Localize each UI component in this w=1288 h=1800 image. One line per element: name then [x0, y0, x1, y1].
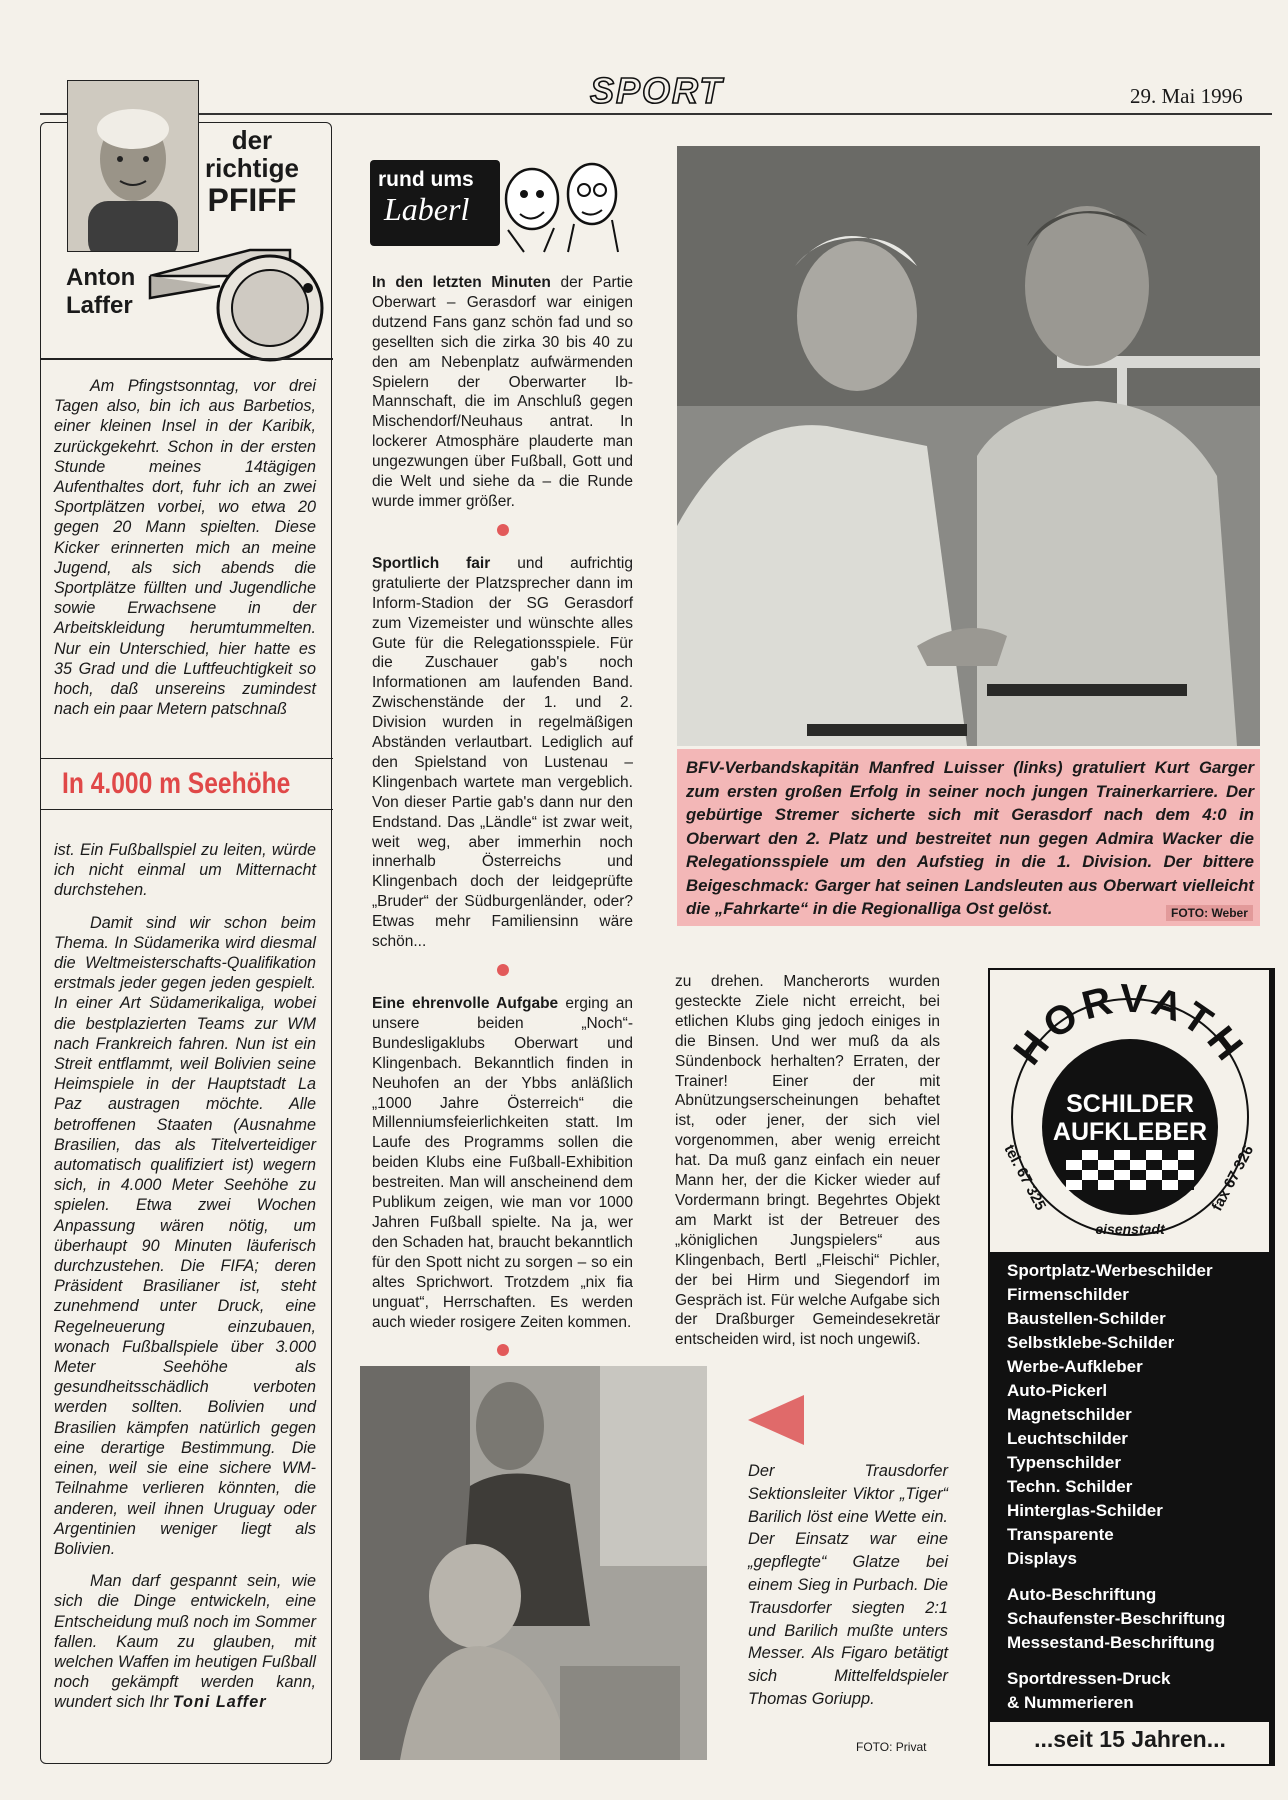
- svg-text:AUFKLEBER: AUFKLEBER: [1052, 1118, 1208, 1146]
- svg-text:HORVATH: HORVATH: [1005, 976, 1255, 1074]
- cartoon-faces-icon: [494, 154, 630, 254]
- separator-dot: [497, 524, 509, 536]
- middle-column: In den letzten Minuten der Partie Oberwart – Gerasdorf war einigen dutzend Fans ganz schön fad und so gesellten sich die zirka 30 bis 40 zu den am Nebenplatz aufwärmenden Spielern der Oberwarter Ib-Mannschaft, die im Anschluß gegen Mischendorf/Neuhaus antrat. In lockerer Atmosphäre plauderte man ungezwungen über Fußball, Gott und die Welt und siehe da – die Runde wurde immer größer. Sportlich fair und aufrichtig gratulierte der Platzsprecher dann im Inform-Stadion der SG Gerasdorf zum Vizemeister und wünschte alles Gute für die Relegationsspiele. Für die Zuschauer gab's noch Informationen am laufenden Band. Zwischenstände der 1. und 2. Division wurden in regelmäßigen Abständen verlautbart. Lediglich auf den Spielstand von Lustenau – Klingenbach wartete man vergeblich. Von dieser Partie gab's dann nur den Endstand. Das „Ländle“ ist zwar weit, weit weg, aber immerhin noch innerhalb Österreichs und Klingenbach doch der leidgeprüfte „Bruder“ der Südburgenländer, oder? Etwas mehr Familiensinn wäre schön... Eine ehrenvolle Aufgabe erging an unsere beiden „Noch“-Bundesligaklubs Oberwart und Klingenbach. Bekanntlich finden in Neuhofen an der Ybbs anläßlich „1000 Jahre Österreich“ die Millenniumsfeierlichkeiten statt. Im Laufe des Programms sollen die beiden Klubs eine Fußball-Exhibition bestreiten. Man will anscheinend dem Publikum zeigen, wie man vor 1000 Jahren Fußball spielte. Na ja, wer den Schaden hat, braucht bekanntlich für den Spott nicht zu sorgen – so ein altes Sprichwort. Trotzdem „nix fia unguat“, Herrschaften. Es werden auch wieder rosigere Zeiten kommen.: [372, 273, 633, 1454]
- top-photo-credit: FOTO: Weber: [1166, 905, 1253, 921]
- author-name: Anton Laffer: [66, 264, 136, 319]
- svg-text:tel. 67 325: tel. 67 325: [1000, 1141, 1050, 1214]
- logo-text-box: rund ums Laberl: [370, 160, 500, 246]
- svg-text:SCHILDER: SCHILDER: [1066, 1090, 1194, 1118]
- column-box-divider: [40, 358, 333, 360]
- bottom-photo-credit: FOTO: Privat: [856, 1740, 927, 1754]
- svg-text:eisenstadt: eisenstadt: [1095, 1221, 1165, 1237]
- services-group-3: Sportdressen-Druck & Nummerieren: [1007, 1669, 1171, 1712]
- section-title: SPORT: [590, 70, 724, 111]
- column-paragraph-1: Am Pfingstsonntag, vor drei Tagen also, bin ich aus Barbetios, einer kleinen Insel in der Karibik, zurückgekehrt. Schon in der ersten Stunde meines 14tägigen Aufenthaltes dort, fuhr ich an zwei Sportplätzen vorbei, wo etwa 20 gegen 20 Mann spielten. Diese Kicker erinnerten mich an meine Jugend, als sich abends die Sportplätze füllten und Jugendliche sowie Erwachsene in der Arbeitskleidung herumtummelten. Nur ein Unterschied, hier hatte es 35 Grad und die Luftfeuchtigkeit so hoch, daß unsereins zumindest nach ein paar Metern patschnaß: [54, 377, 316, 719]
- issue-date: 29. Mai 1996: [1130, 84, 1243, 108]
- bottom-photo: [360, 1366, 707, 1760]
- signature: Toni Laffer: [172, 1693, 267, 1712]
- services-group-1: Sportplatz-Werbeschilder Firmenschilder Baustellen-Schilder Selbstklebe-Schilder Werbe-Aufkleber Auto-Pickerl Magnetschilder Leuchtschilder Typenschilder Techn. Schilder Hinterglas-Schilder Transparente Displays: [1007, 1261, 1213, 1568]
- horvath-services: [1007, 1259, 1265, 1727]
- separator-dot: [497, 964, 509, 976]
- bottom-photo-caption: Der Trausdorfer Sektionsleiter Viktor „Tiger“ Barilich löst eine Wette ein. Der Einsatz war eine „gepflegte“ Glatze bei einem Sieg in Purbach. Die Trausdorfer siegten 2:1 und Barilich mußte unters Messer. Als Figaro betätigt sich Mittelfeldspieler Thomas Goriupp.: [748, 1462, 948, 1708]
- whistle-icon: [140, 236, 330, 371]
- header-rule: [40, 113, 1272, 115]
- top-photo-caption: BFV-Verbandskapitän Manfred Luisser (links) gratuliert Kurt Garger zum ersten großen Erfolg in seiner noch jungen Trainerkarriere. Der gebürtige Stremer sicherte sich mit Gerasdorf nach dem 4:0 in Oberwart den 2. Platz und bestreitet nun gegen Admira Wacker die Relegationsspiele um den Aufstieg in die 1. Division. Der bittere Beigeschmack: Garger hat seinen Landsleuten aus Oberwart vielleicht die „Fahrkarte“ in die Regionalliga Ost gelöst.: [686, 758, 1254, 918]
- column-title: der richtige PFIFF: [205, 125, 299, 218]
- services-group-2: Auto-Beschriftung Schaufenster-Beschriftung Messestand-Beschriftung: [1007, 1585, 1226, 1652]
- caption-arrow-icon: [748, 1395, 804, 1450]
- horvath-tagline: ...seit 15 Jahren...: [1034, 1726, 1226, 1752]
- author-portrait: [67, 80, 199, 252]
- separator-dot: [497, 1344, 509, 1356]
- horvath-logo: [996, 972, 1264, 1242]
- rund-ums-laberl-logo: [370, 160, 630, 252]
- column-subhead: In 4.000 m Seehöhe: [62, 767, 291, 800]
- svg-text:fax 67 326: fax 67 326: [1208, 1142, 1258, 1214]
- top-photo: [677, 146, 1260, 746]
- third-column-continuation: zu drehen. Mancherorts wurden gesteckte Ziele nicht erreicht, bei etlichen Klubs ging jedoch einiges in die Binsen. Und wer muß da als Sündenbock herhalten? Erraten, der Trainer! Einer der mit Abnützungserscheinungen behaftet ist, oder jener, der sich viel vorgenommen, aber wenig erreicht hat. Da muß ganz einfach ein neuer Mann her, der die Kicker wieder auf Vordermann bringt. Begehrtes Objekt am Markt ist der Betreuer des „königlichen Jungspielers“ aus Klingenbach, Bertl „Fleischi“ Pichler, der bei Hirm und Siegendorf im Gespräch ist. Für welche Aufgabe sich der Draßburger Gemeindesekretär entscheiden wird, ist noch ungewiß.: [675, 973, 940, 1349]
- checker-pattern: [1066, 1150, 1194, 1190]
- column-paragraph-rest: ist. Ein Fußballspiel zu leiten, würde ich nicht einmal um Mitternacht durchstehen. Damit sind wir schon beim Thema. In Südamerika wird diesmal die Weltmeisterschafts-Qualifikation erstmals jeder gegen jeden gespielt. In einer Art Südamerikaliga, wobei die bestplazierten Teams zur WM nach Frankreich fahren. Nun ist ein Streit entflammt, weil Bolivien seine Heimspiele in der Hauptstadt La Paz austragen möchte. Alle betroffenen Staaten (Ausnahme Brasilien, das als Titelverteidiger automatisch qualifiziert ist) wegern sich, in 4.000 Meter Seehöhe zu spielen. Etwa zwei Wochen Anpassung wären nötig, um überhaupt 90 Minuten läuferisch durchzustehen. Die FIFA; deren Präsident Brasilianer ist, steht zunehmend unter Druck, eine Regelneuerung einzubauen, wonach Fußballspiele über 3.000 Meter Seehöhe als gesundheitsschädlich verboten werden sollten. Bolivien und Brasilien kämpfen natürlich gegen eine derartige Bestimmung. Die einen, weil sie eine sichere WM-Teilnahme verlieren könnten, die anderen, weil ihnen Uruguay oder Argentinien weniger liegt als Bolivien. Man darf gespannt sein, wie sich die Dinge entwickeln, eine Entscheidung muß noch im Sommer fallen. Kaum zu glauben, mit welchen Waffen im heutigen Fußball noch gekämpft werden kann, wundert sich Ihr Toni Laffer: [54, 841, 316, 1712]
